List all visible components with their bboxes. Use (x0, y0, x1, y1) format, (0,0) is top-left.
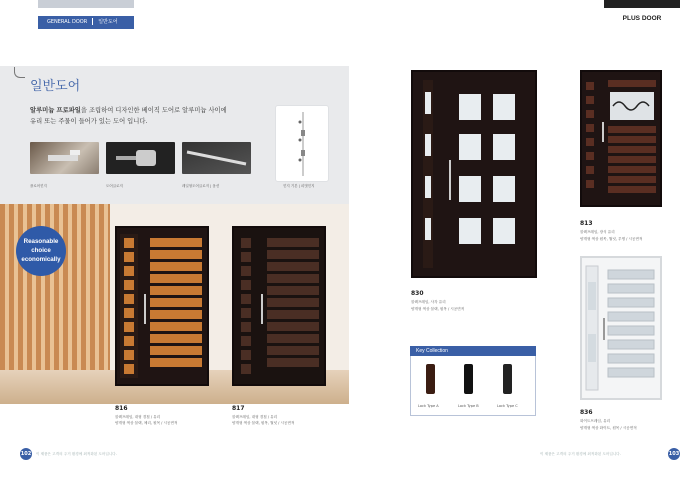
photo-floor-hinge (30, 142, 99, 174)
hinge-caption: 힌지 기본 | 피벗힌지 (283, 184, 315, 188)
door-813[interactable] (580, 70, 662, 207)
desc-line1: 을 조립하여 디자인한 베이직 도어로 알루미늄 사이에 (80, 107, 227, 114)
door-813-graphic (582, 72, 660, 205)
door-lock-icon[interactable] (503, 364, 512, 394)
door-836[interactable] (580, 256, 662, 400)
desc-line2: 유리 또는 주물이 들어가 있는 도어 입니다. (30, 118, 148, 125)
pivot-hinge-icon (276, 106, 330, 183)
product-number: 816 (115, 405, 128, 412)
product-number: 817 (232, 405, 245, 412)
lock-caption: Lock Type A (418, 404, 439, 408)
header-bar-right (604, 0, 680, 8)
section-tab-sub: 일반도어 (98, 19, 118, 25)
photo-caption: 레일형도어클로저 | 옵션 (182, 184, 220, 188)
page-title: 일반도어 (30, 78, 81, 93)
door-lock-icon[interactable] (426, 364, 435, 394)
product-number: 813 (580, 220, 593, 227)
desc-bold: 알루미늄 프로파일 (30, 107, 81, 114)
footer-note-right: 이 제품은 고객의 주거 환경에 최적화된 도어입니다. (540, 452, 621, 456)
badge-line: economically (21, 256, 61, 263)
photo-rail-closer (182, 142, 251, 174)
brand-title: PLUS DOOR (622, 15, 662, 22)
door-830[interactable] (411, 70, 537, 278)
door-817-graphic (234, 228, 324, 384)
rail-device-icon (182, 142, 251, 174)
header-bar-left (38, 0, 134, 8)
product-spec: 양개형 색상 블랙, 원목, 월넛 / 시공면적 (232, 421, 295, 425)
closer-device-icon (106, 142, 175, 174)
photo-door-closer (106, 142, 175, 174)
door-lock-icon[interactable] (464, 364, 473, 394)
product-spec: 양개형 색상 블랙, 원목 / 시공면적 (411, 307, 465, 311)
product-spec: 화이트프레임, 유리 (580, 419, 611, 423)
door-836-graphic (582, 258, 660, 398)
wood-slat-wall (0, 204, 110, 372)
product-spec: 블랙프레임, 대형 경첩 / 유리 (115, 415, 161, 419)
product-spec: 블랙프레임, 대형 경첩 / 유리 (232, 415, 278, 419)
product-spec: 블랙프레임, 사각 유리 (411, 300, 446, 304)
photo-caption: 도어클로저 (106, 184, 123, 188)
key-collection-header: Key Collection (410, 346, 536, 356)
hinge-device-icon (30, 142, 99, 174)
footer-note-left: 이 제품은 고객의 주거 환경에 최적화된 도어입니다. (36, 452, 117, 456)
photo-caption: 플로어힌지 (30, 184, 47, 188)
product-spec: 양개형 색상 블랙, 체리, 원목 / 시공면적 (115, 421, 178, 425)
section-tab-label: GENERAL DOOR (47, 19, 88, 25)
product-spec: 양개형 색상 원목, 월넛, 투명 / 시공면적 (580, 237, 643, 241)
door-817[interactable] (232, 226, 326, 386)
product-spec: 블랙프레임, 장식 유리 (580, 230, 615, 234)
product-number: 830 (411, 290, 424, 297)
door-816-graphic (117, 228, 207, 384)
badge-line: Reasonable (23, 238, 59, 245)
section-tab[interactable] (38, 16, 134, 29)
product-spec: 양개형 색상 화이트, 원목 / 시공면적 (580, 426, 637, 430)
page-number-left: 102 (20, 448, 32, 460)
intro-description (30, 105, 270, 127)
hook-icon (14, 67, 25, 78)
page-number-right: 103 (668, 448, 680, 460)
lock-caption: Lock Type B (458, 404, 479, 408)
value-badge (16, 226, 66, 276)
lock-caption: Lock Type C (497, 404, 518, 408)
door-816[interactable] (115, 226, 209, 386)
product-number: 836 (580, 409, 593, 416)
badge-line: choice (31, 247, 51, 254)
door-830-graphic (413, 72, 535, 276)
hinge-card (275, 105, 329, 182)
